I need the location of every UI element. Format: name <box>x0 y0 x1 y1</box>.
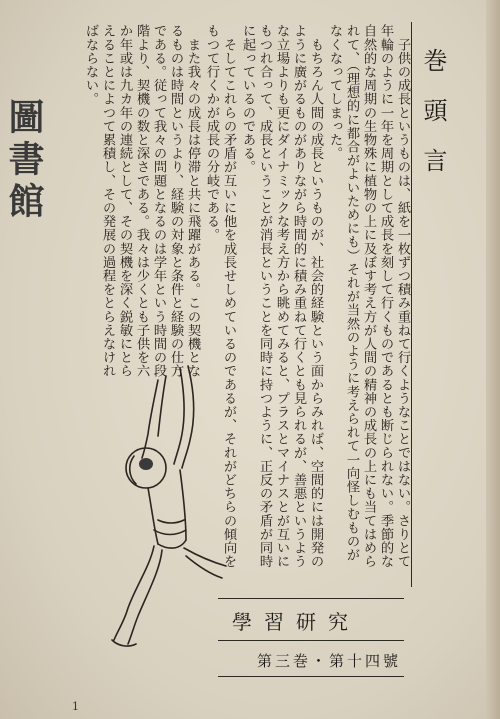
text-column: 自然的な周期の生物殊に植物の上に及ぼす考え方が人間の精神の成長の上にも当てはめら <box>361 24 376 568</box>
text-column: 階より、契機の数と深さである。我々は少くとも子供を六 <box>134 24 149 378</box>
text-column: ように廣がるものがありながら時間的に積み重ねて行くとも見られるが、善悪というよう <box>291 24 306 568</box>
issue-number: 第三巻・第十四號 <box>257 652 402 670</box>
page-title: 巻頭言 <box>419 48 447 198</box>
text-column: そしてこれらの矛盾が互いに他を成長せしめているのであるが、それがどちらの傾向を <box>221 24 236 568</box>
library-stamp: 圖書館 <box>3 98 45 224</box>
text-column: ばならない。 <box>83 24 98 106</box>
title-divider <box>411 22 412 587</box>
figure-illustration <box>88 360 238 650</box>
text-column: 子供の成長というものは、紙を一枚ずつ積み重ねて行くようなことではない。さりとて <box>395 24 410 568</box>
journal-title: 學習研究 <box>232 610 360 634</box>
text-column: えることによつて累積し、その発展の過程をとらえなけれ <box>100 24 115 378</box>
text-column: もちろん人間の成長というものが、社会的経験という面からみれば、空間的には開発の <box>308 24 323 568</box>
text-column: るものは時間というより、経験の対象と条件と経験の仕方 <box>168 24 183 378</box>
footer-rule-top <box>218 598 404 599</box>
text-column: 年輪のように一年を周期として成長を刻して行くものであるとも断じられない。季節的な <box>378 24 393 568</box>
footer-rule-bottom <box>218 676 404 677</box>
text-column: もつて行くかが成長の分岐である。 <box>204 24 219 242</box>
text-column: また我々の成長は停滞と共に飛躍がある。この契機とな <box>185 24 200 378</box>
text-column: なくなってしまった。 <box>327 24 342 160</box>
page-number: 1 <box>72 700 79 713</box>
text-column: か年或は九カ年の連続として、その契機を深く鋭敏にとら <box>117 24 132 378</box>
text-column: れて、（理想的に都合がよいためにも）それが当然のように考えられて一向怪しむものが <box>344 24 359 562</box>
text-column: な立場よりも更にダイナミックな考え方から眺めてみると、プラスとマイナスとが互いに <box>274 24 289 568</box>
text-column: もつれ合って、成長ということが消長ということを同時に持つように、正反の矛盾が同時 <box>257 24 272 568</box>
text-column: に起っているのである。 <box>240 24 255 174</box>
page-edge <box>486 0 500 719</box>
footer-rule-middle <box>218 640 404 641</box>
text-column: である。従って我々の問題となるのは学年という時間の段 <box>151 24 166 378</box>
